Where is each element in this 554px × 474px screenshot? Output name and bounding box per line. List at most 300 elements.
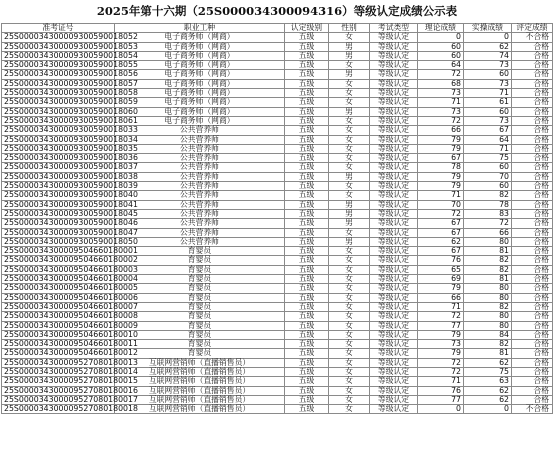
cell-gender: 女 bbox=[329, 135, 370, 144]
cell-level: 五级 bbox=[285, 312, 329, 321]
cell-result: 合格 bbox=[512, 154, 553, 163]
cell-gender: 女 bbox=[329, 79, 370, 88]
cell-gender: 女 bbox=[329, 405, 370, 414]
results-table bbox=[1, 23, 553, 414]
cell-result: 合格 bbox=[512, 386, 553, 395]
cell-practical-score: 80 bbox=[464, 321, 512, 330]
cell-ticket-number: 25S000034300009300590018034 bbox=[2, 135, 115, 144]
cell-theory-score: 68 bbox=[418, 79, 464, 88]
cell-occupation: 育婴员 bbox=[115, 312, 285, 321]
cell-ticket-number: 25S000034300009300590018060 bbox=[2, 107, 115, 116]
cell-practical-score: 84 bbox=[464, 330, 512, 339]
cell-result: 合格 bbox=[512, 172, 553, 181]
cell-exam-type: 等级认定 bbox=[370, 349, 418, 358]
cell-gender: 女 bbox=[329, 126, 370, 135]
cell-practical-score: 63 bbox=[464, 377, 512, 386]
cell-exam-type: 等级认定 bbox=[370, 126, 418, 135]
cell-practical-score: 60 bbox=[464, 163, 512, 172]
cell-ticket-number: 25S000034300009527080180015 bbox=[2, 377, 115, 386]
cell-theory-score: 66 bbox=[418, 126, 464, 135]
cell-theory-score: 0 bbox=[418, 33, 464, 42]
cell-level: 五级 bbox=[285, 340, 329, 349]
cell-occupation: 公共营养师 bbox=[115, 219, 285, 228]
cell-practical-score: 82 bbox=[464, 265, 512, 274]
cell-occupation: 公共营养师 bbox=[115, 237, 285, 246]
cell-ticket-number: 25S000034300009527080180014 bbox=[2, 367, 115, 376]
cell-practical-score: 62 bbox=[464, 42, 512, 51]
cell-gender: 女 bbox=[329, 395, 370, 404]
cell-level: 五级 bbox=[285, 116, 329, 125]
table-row bbox=[2, 163, 553, 172]
cell-exam-type: 等级认定 bbox=[370, 154, 418, 163]
table-row bbox=[2, 191, 553, 200]
table-row bbox=[2, 33, 553, 42]
cell-gender: 男 bbox=[329, 51, 370, 60]
cell-level: 五级 bbox=[285, 200, 329, 209]
header-theory-score: 理论成绩 bbox=[418, 24, 464, 33]
cell-ticket-number: 25S000034300009504660180005 bbox=[2, 284, 115, 293]
cell-practical-score: 62 bbox=[464, 395, 512, 404]
cell-level: 五级 bbox=[285, 284, 329, 293]
cell-ticket-number: 25S000034300009504660180007 bbox=[2, 302, 115, 311]
cell-ticket-number: 25S000034300009527080180016 bbox=[2, 386, 115, 395]
cell-occupation: 电子商务师（网商） bbox=[115, 98, 285, 107]
cell-result: 合格 bbox=[512, 135, 553, 144]
cell-practical-score: 82 bbox=[464, 256, 512, 265]
cell-theory-score: 72 bbox=[418, 116, 464, 125]
cell-practical-score: 73 bbox=[464, 116, 512, 125]
cell-gender: 女 bbox=[329, 275, 370, 284]
cell-ticket-number: 25S000034300009300590018058 bbox=[2, 89, 115, 98]
cell-occupation: 电子商务师（网商） bbox=[115, 70, 285, 79]
table-row bbox=[2, 386, 553, 395]
cell-practical-score: 73 bbox=[464, 61, 512, 70]
cell-level: 五级 bbox=[285, 172, 329, 181]
cell-exam-type: 等级认定 bbox=[370, 219, 418, 228]
cell-level: 五级 bbox=[285, 219, 329, 228]
cell-occupation: 育婴员 bbox=[115, 284, 285, 293]
cell-practical-score: 60 bbox=[464, 182, 512, 191]
cell-exam-type: 等级认定 bbox=[370, 191, 418, 200]
cell-exam-type: 等级认定 bbox=[370, 312, 418, 321]
cell-theory-score: 71 bbox=[418, 302, 464, 311]
cell-practical-score: 71 bbox=[464, 89, 512, 98]
cell-gender: 女 bbox=[329, 98, 370, 107]
table-row bbox=[2, 349, 553, 358]
cell-occupation: 电子商务师（网商） bbox=[115, 33, 285, 42]
table-row bbox=[2, 135, 553, 144]
cell-occupation: 公共营养师 bbox=[115, 200, 285, 209]
cell-occupation: 互联网营销师（直播销售员） bbox=[115, 358, 285, 367]
cell-level: 五级 bbox=[285, 135, 329, 144]
header-gender: 性别 bbox=[329, 24, 370, 33]
cell-theory-score: 70 bbox=[418, 200, 464, 209]
cell-exam-type: 等级认定 bbox=[370, 321, 418, 330]
cell-exam-type: 等级认定 bbox=[370, 116, 418, 125]
cell-exam-type: 等级认定 bbox=[370, 330, 418, 339]
cell-ticket-number: 25S000034300009504660180001 bbox=[2, 247, 115, 256]
cell-occupation: 电子商务师（网商） bbox=[115, 42, 285, 51]
cell-practical-score: 0 bbox=[464, 33, 512, 42]
cell-theory-score: 72 bbox=[418, 209, 464, 218]
cell-level: 五级 bbox=[285, 154, 329, 163]
sheet-title: 2025年第十六期（25S000034300094316）等级认定成绩公示表 bbox=[96, 4, 458, 18]
cell-ticket-number: 25S000034300009300590018050 bbox=[2, 237, 115, 246]
cell-exam-type: 等级认定 bbox=[370, 405, 418, 414]
cell-ticket-number: 25S000034300009300590018047 bbox=[2, 228, 115, 237]
cell-practical-score: 82 bbox=[464, 302, 512, 311]
header-ticket-number: 准考证号 bbox=[2, 24, 115, 33]
cell-theory-score: 71 bbox=[418, 377, 464, 386]
cell-ticket-number: 25S000034300009504660180012 bbox=[2, 349, 115, 358]
cell-level: 五级 bbox=[285, 107, 329, 116]
cell-result: 合格 bbox=[512, 200, 553, 209]
cell-gender: 女 bbox=[329, 321, 370, 330]
cell-result: 合格 bbox=[512, 79, 553, 88]
cell-level: 五级 bbox=[285, 191, 329, 200]
cell-result: 合格 bbox=[512, 107, 553, 116]
cell-occupation: 互联网营销师（直播销售员） bbox=[115, 386, 285, 395]
cell-gender: 男 bbox=[329, 200, 370, 209]
cell-theory-score: 64 bbox=[418, 61, 464, 70]
cell-occupation: 公共营养师 bbox=[115, 126, 285, 135]
cell-occupation: 电子商务师（网商） bbox=[115, 51, 285, 60]
cell-exam-type: 等级认定 bbox=[370, 340, 418, 349]
cell-practical-score: 66 bbox=[464, 228, 512, 237]
cell-theory-score: 79 bbox=[418, 284, 464, 293]
cell-gender: 女 bbox=[329, 349, 370, 358]
cell-theory-score: 65 bbox=[418, 265, 464, 274]
cell-level: 五级 bbox=[285, 293, 329, 302]
cell-practical-score: 81 bbox=[464, 275, 512, 284]
cell-level: 五级 bbox=[285, 70, 329, 79]
cell-level: 五级 bbox=[285, 386, 329, 395]
cell-theory-score: 78 bbox=[418, 163, 464, 172]
cell-ticket-number: 25S000034300009300590018040 bbox=[2, 191, 115, 200]
cell-practical-score: 81 bbox=[464, 349, 512, 358]
cell-level: 五级 bbox=[285, 395, 329, 404]
cell-result: 合格 bbox=[512, 367, 553, 376]
cell-theory-score: 77 bbox=[418, 395, 464, 404]
cell-gender: 男 bbox=[329, 42, 370, 51]
cell-result: 合格 bbox=[512, 51, 553, 60]
cell-gender: 女 bbox=[329, 154, 370, 163]
cell-level: 五级 bbox=[285, 228, 329, 237]
cell-ticket-number: 25S000034300009527080180013 bbox=[2, 358, 115, 367]
cell-exam-type: 等级认定 bbox=[370, 293, 418, 302]
cell-occupation: 电子商务师（网商） bbox=[115, 116, 285, 125]
cell-ticket-number: 25S000034300009504660180002 bbox=[2, 256, 115, 265]
cell-ticket-number: 25S000034300009504660180011 bbox=[2, 340, 115, 349]
cell-theory-score: 73 bbox=[418, 107, 464, 116]
header-occupation: 职业工种 bbox=[115, 24, 285, 33]
cell-theory-score: 72 bbox=[418, 367, 464, 376]
cell-occupation: 互联网营销师（直播销售员） bbox=[115, 367, 285, 376]
cell-level: 五级 bbox=[285, 321, 329, 330]
table-row bbox=[2, 321, 553, 330]
cell-ticket-number: 25S000034300009300590018033 bbox=[2, 126, 115, 135]
table-row bbox=[2, 219, 553, 228]
cell-exam-type: 等级认定 bbox=[370, 107, 418, 116]
cell-exam-type: 等级认定 bbox=[370, 163, 418, 172]
cell-practical-score: 62 bbox=[464, 386, 512, 395]
cell-theory-score: 72 bbox=[418, 312, 464, 321]
cell-theory-score: 0 bbox=[418, 405, 464, 414]
header-level: 认定级别 bbox=[285, 24, 329, 33]
table-row bbox=[2, 70, 553, 79]
cell-theory-score: 62 bbox=[418, 237, 464, 246]
cell-exam-type: 等级认定 bbox=[370, 42, 418, 51]
cell-result: 合格 bbox=[512, 312, 553, 321]
cell-ticket-number: 25S000034300009504660180004 bbox=[2, 275, 115, 284]
cell-ticket-number: 25S000034300009300590018052 bbox=[2, 33, 115, 42]
cell-theory-score: 79 bbox=[418, 182, 464, 191]
cell-level: 五级 bbox=[285, 405, 329, 414]
cell-gender: 女 bbox=[329, 302, 370, 311]
cell-theory-score: 77 bbox=[418, 321, 464, 330]
cell-occupation: 育婴员 bbox=[115, 256, 285, 265]
cell-theory-score: 76 bbox=[418, 256, 464, 265]
table-row bbox=[2, 377, 553, 386]
cell-practical-score: 71 bbox=[464, 144, 512, 153]
cell-level: 五级 bbox=[285, 42, 329, 51]
cell-result: 不合格 bbox=[512, 33, 553, 42]
cell-result: 合格 bbox=[512, 349, 553, 358]
cell-level: 五级 bbox=[285, 33, 329, 42]
cell-ticket-number: 25S000034300009504660180006 bbox=[2, 293, 115, 302]
cell-occupation: 电子商务师（网商） bbox=[115, 107, 285, 116]
cell-gender: 女 bbox=[329, 256, 370, 265]
cell-theory-score: 79 bbox=[418, 349, 464, 358]
cell-occupation: 公共营养师 bbox=[115, 154, 285, 163]
cell-ticket-number: 25S000034300009504660180008 bbox=[2, 312, 115, 321]
cell-ticket-number: 25S000034300009300590018061 bbox=[2, 116, 115, 125]
cell-exam-type: 等级认定 bbox=[370, 79, 418, 88]
cell-practical-score: 73 bbox=[464, 79, 512, 88]
cell-practical-score: 64 bbox=[464, 135, 512, 144]
table-row bbox=[2, 98, 553, 107]
cell-gender: 女 bbox=[329, 377, 370, 386]
cell-result: 合格 bbox=[512, 219, 553, 228]
cell-level: 五级 bbox=[285, 377, 329, 386]
cell-theory-score: 73 bbox=[418, 340, 464, 349]
cell-occupation: 公共营养师 bbox=[115, 191, 285, 200]
cell-ticket-number: 25S000034300009300590018038 bbox=[2, 172, 115, 181]
cell-theory-score: 71 bbox=[418, 191, 464, 200]
cell-level: 五级 bbox=[285, 182, 329, 191]
cell-exam-type: 等级认定 bbox=[370, 247, 418, 256]
cell-ticket-number: 25S000034300009527080180018 bbox=[2, 405, 115, 414]
cell-gender: 女 bbox=[329, 228, 370, 237]
cell-gender: 女 bbox=[329, 247, 370, 256]
cell-practical-score: 60 bbox=[464, 70, 512, 79]
cell-practical-score: 74 bbox=[464, 51, 512, 60]
header-practical-score: 实操成绩 bbox=[464, 24, 512, 33]
cell-result: 合格 bbox=[512, 98, 553, 107]
cell-ticket-number: 25S000034300009300590018036 bbox=[2, 154, 115, 163]
cell-occupation: 育婴员 bbox=[115, 349, 285, 358]
cell-gender: 女 bbox=[329, 340, 370, 349]
cell-exam-type: 等级认定 bbox=[370, 144, 418, 153]
cell-result: 不合格 bbox=[512, 405, 553, 414]
cell-occupation: 公共营养师 bbox=[115, 135, 285, 144]
cell-exam-type: 等级认定 bbox=[370, 51, 418, 60]
cell-level: 五级 bbox=[285, 265, 329, 274]
cell-ticket-number: 25S000034300009300590018045 bbox=[2, 209, 115, 218]
cell-result: 合格 bbox=[512, 275, 553, 284]
cell-gender: 男 bbox=[329, 237, 370, 246]
cell-occupation: 电子商务师（网商） bbox=[115, 79, 285, 88]
cell-ticket-number: 25S000034300009504660180003 bbox=[2, 265, 115, 274]
cell-gender: 女 bbox=[329, 265, 370, 274]
cell-level: 五级 bbox=[285, 61, 329, 70]
cell-result: 合格 bbox=[512, 395, 553, 404]
cell-ticket-number: 25S000034300009300590018037 bbox=[2, 163, 115, 172]
table-row bbox=[2, 312, 553, 321]
cell-gender: 女 bbox=[329, 284, 370, 293]
cell-exam-type: 等级认定 bbox=[370, 182, 418, 191]
cell-theory-score: 71 bbox=[418, 98, 464, 107]
cell-level: 五级 bbox=[285, 367, 329, 376]
cell-theory-score: 72 bbox=[418, 358, 464, 367]
cell-result: 合格 bbox=[512, 265, 553, 274]
cell-theory-score: 67 bbox=[418, 247, 464, 256]
table-row bbox=[2, 228, 553, 237]
cell-practical-score: 80 bbox=[464, 293, 512, 302]
cell-gender: 男 bbox=[329, 70, 370, 79]
cell-gender: 女 bbox=[329, 293, 370, 302]
cell-ticket-number: 25S000034300009300590018041 bbox=[2, 200, 115, 209]
cell-exam-type: 等级认定 bbox=[370, 209, 418, 218]
cell-occupation: 育婴员 bbox=[115, 302, 285, 311]
cell-practical-score: 75 bbox=[464, 154, 512, 163]
cell-level: 五级 bbox=[285, 144, 329, 153]
cell-practical-score: 80 bbox=[464, 284, 512, 293]
cell-result: 合格 bbox=[512, 61, 553, 70]
cell-level: 五级 bbox=[285, 98, 329, 107]
cell-practical-score: 0 bbox=[464, 405, 512, 414]
cell-practical-score: 60 bbox=[464, 107, 512, 116]
cell-result: 合格 bbox=[512, 42, 553, 51]
header-exam-type: 考试类型 bbox=[370, 24, 418, 33]
cell-practical-score: 83 bbox=[464, 209, 512, 218]
cell-exam-type: 等级认定 bbox=[370, 237, 418, 246]
cell-occupation: 互联网营销师（直播销售员） bbox=[115, 395, 285, 404]
cell-level: 五级 bbox=[285, 256, 329, 265]
cell-level: 五级 bbox=[285, 89, 329, 98]
cell-occupation: 互联网营销师（直播销售员） bbox=[115, 377, 285, 386]
cell-result: 合格 bbox=[512, 209, 553, 218]
cell-theory-score: 67 bbox=[418, 219, 464, 228]
cell-occupation: 育婴员 bbox=[115, 330, 285, 339]
cell-result: 合格 bbox=[512, 377, 553, 386]
cell-gender: 女 bbox=[329, 386, 370, 395]
cell-theory-score: 79 bbox=[418, 135, 464, 144]
table-row bbox=[2, 405, 553, 414]
cell-theory-score: 79 bbox=[418, 144, 464, 153]
cell-gender: 男 bbox=[329, 209, 370, 218]
cell-ticket-number: 25S000034300009300590018035 bbox=[2, 144, 115, 153]
cell-ticket-number: 25S000034300009300590018055 bbox=[2, 61, 115, 70]
cell-practical-score: 78 bbox=[464, 200, 512, 209]
cell-occupation: 公共营养师 bbox=[115, 228, 285, 237]
cell-gender: 男 bbox=[329, 172, 370, 181]
cell-result: 合格 bbox=[512, 126, 553, 135]
cell-occupation: 公共营养师 bbox=[115, 172, 285, 181]
cell-exam-type: 等级认定 bbox=[370, 367, 418, 376]
cell-gender: 女 bbox=[329, 367, 370, 376]
cell-theory-score: 60 bbox=[418, 42, 464, 51]
table-row bbox=[2, 42, 553, 51]
cell-occupation: 育婴员 bbox=[115, 275, 285, 284]
cell-level: 五级 bbox=[285, 247, 329, 256]
cell-result: 合格 bbox=[512, 144, 553, 153]
cell-exam-type: 等级认定 bbox=[370, 200, 418, 209]
cell-occupation: 育婴员 bbox=[115, 321, 285, 330]
cell-gender: 女 bbox=[329, 144, 370, 153]
cell-ticket-number: 25S000034300009300590018039 bbox=[2, 182, 115, 191]
cell-result: 合格 bbox=[512, 293, 553, 302]
cell-practical-score: 75 bbox=[464, 367, 512, 376]
cell-exam-type: 等级认定 bbox=[370, 70, 418, 79]
cell-level: 五级 bbox=[285, 349, 329, 358]
cell-occupation: 公共营养师 bbox=[115, 144, 285, 153]
table-row bbox=[2, 293, 553, 302]
cell-level: 五级 bbox=[285, 237, 329, 246]
cell-exam-type: 等级认定 bbox=[370, 256, 418, 265]
cell-exam-type: 等级认定 bbox=[370, 386, 418, 395]
cell-ticket-number: 25S000034300009300590018046 bbox=[2, 219, 115, 228]
cell-theory-score: 79 bbox=[418, 172, 464, 181]
cell-occupation: 育婴员 bbox=[115, 293, 285, 302]
cell-result: 合格 bbox=[512, 116, 553, 125]
cell-level: 五级 bbox=[285, 330, 329, 339]
cell-exam-type: 等级认定 bbox=[370, 302, 418, 311]
cell-gender: 女 bbox=[329, 312, 370, 321]
cell-result: 合格 bbox=[512, 228, 553, 237]
cell-exam-type: 等级认定 bbox=[370, 135, 418, 144]
cell-level: 五级 bbox=[285, 209, 329, 218]
cell-theory-score: 73 bbox=[418, 89, 464, 98]
cell-theory-score: 66 bbox=[418, 293, 464, 302]
cell-theory-score: 67 bbox=[418, 228, 464, 237]
cell-ticket-number: 25S000034300009527080180017 bbox=[2, 395, 115, 404]
cell-gender: 男 bbox=[329, 219, 370, 228]
cell-result: 合格 bbox=[512, 247, 553, 256]
cell-practical-score: 72 bbox=[464, 219, 512, 228]
cell-practical-score: 81 bbox=[464, 247, 512, 256]
table-row bbox=[2, 284, 553, 293]
cell-theory-score: 76 bbox=[418, 386, 464, 395]
cell-gender: 女 bbox=[329, 33, 370, 42]
cell-practical-score: 70 bbox=[464, 172, 512, 181]
cell-result: 合格 bbox=[512, 191, 553, 200]
cell-occupation: 育婴员 bbox=[115, 340, 285, 349]
cell-gender: 女 bbox=[329, 89, 370, 98]
header-result: 评定成绩 bbox=[512, 24, 553, 33]
cell-exam-type: 等级认定 bbox=[370, 377, 418, 386]
cell-theory-score: 67 bbox=[418, 154, 464, 163]
cell-exam-type: 等级认定 bbox=[370, 284, 418, 293]
cell-practical-score: 82 bbox=[464, 191, 512, 200]
table-row bbox=[2, 256, 553, 265]
cell-occupation: 育婴员 bbox=[115, 265, 285, 274]
cell-level: 五级 bbox=[285, 302, 329, 311]
cell-ticket-number: 25S000034300009504660180009 bbox=[2, 321, 115, 330]
cell-practical-score: 80 bbox=[464, 312, 512, 321]
cell-level: 五级 bbox=[285, 51, 329, 60]
cell-gender: 女 bbox=[329, 358, 370, 367]
